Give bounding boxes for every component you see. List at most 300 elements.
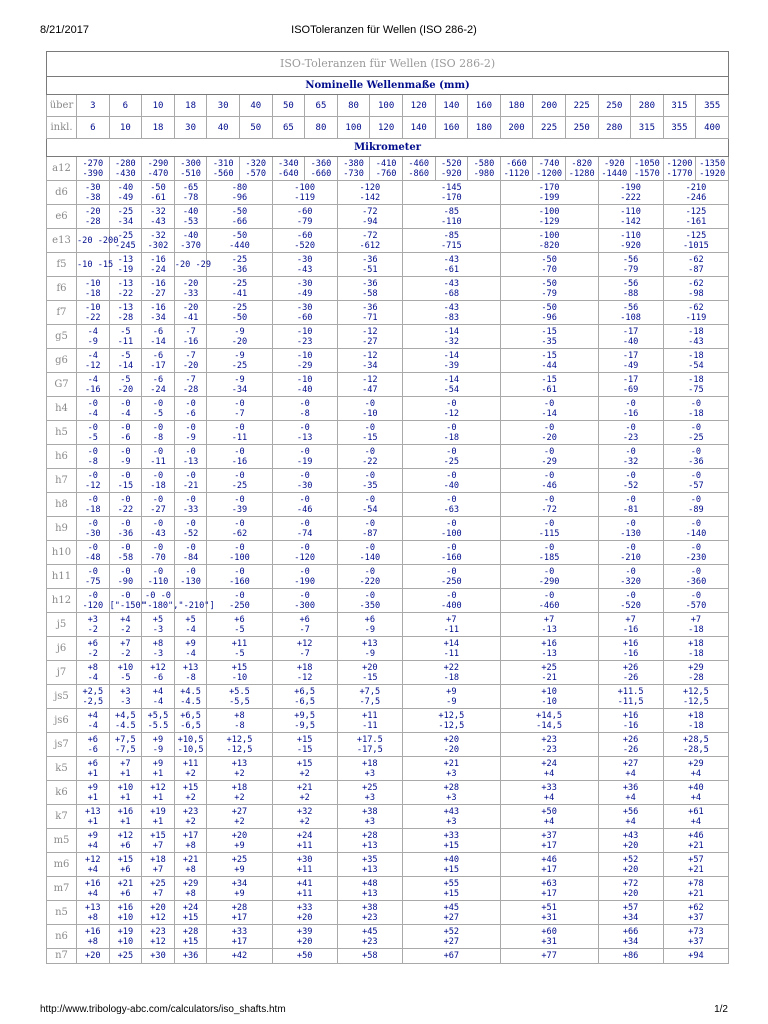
- incl-value: 225: [533, 117, 566, 139]
- upper-deviation: +28: [443, 782, 460, 793]
- tolerance-cell: [272, 397, 337, 421]
- tolerance-code: m5: [47, 829, 77, 853]
- tolerance-cell: [174, 205, 207, 229]
- tolerance-cell: [109, 733, 142, 757]
- tolerance-row: [47, 229, 729, 253]
- upper-deviation: -0: [185, 494, 196, 505]
- tolerance-cell: [500, 733, 598, 757]
- tolerance-cell: [663, 565, 728, 589]
- tolerance-cell: [272, 469, 337, 493]
- upper-deviation: -80: [231, 182, 248, 193]
- tolerance-cell: [142, 757, 175, 781]
- tolerance-cell: [142, 373, 175, 397]
- upper-deviation: +62: [688, 902, 704, 913]
- tolerance-cell: [174, 229, 207, 253]
- lower-deviation: -11: [362, 720, 378, 731]
- tolerance-cell: [598, 661, 663, 685]
- lower-deviation: +3: [364, 768, 376, 779]
- incl-value: 250: [565, 117, 598, 139]
- upper-deviation: -0: [543, 518, 555, 529]
- tolerance-cell: [142, 517, 175, 541]
- upper-deviation: -50: [231, 230, 248, 241]
- upper-deviation: +72: [622, 878, 639, 889]
- tolerance-cell: [663, 373, 728, 397]
- tolerance-cell: [500, 805, 598, 829]
- upper-deviation: -0: [234, 518, 245, 529]
- lower-deviation: +2: [185, 816, 196, 827]
- upper-deviation: -0: [152, 518, 164, 529]
- lower-deviation: -560: [212, 168, 234, 179]
- upper-deviation: -0: [120, 518, 131, 529]
- tolerance-cell: [663, 469, 728, 493]
- tolerance-cell: [174, 301, 207, 325]
- tolerance-cell: [337, 901, 402, 925]
- upper-deviation: -125: [685, 230, 707, 241]
- tolerance-cell: [663, 925, 728, 949]
- tolerance-cell: [663, 637, 728, 661]
- tolerance-cell: [402, 301, 500, 325]
- tolerance-cell: [142, 445, 175, 469]
- upper-deviation: -43: [443, 278, 460, 289]
- upper-deviation: -280: [115, 158, 136, 169]
- tolerance-cell: [272, 613, 337, 637]
- lower-deviation: +8: [87, 936, 98, 947]
- lower-deviation: -4: [87, 408, 98, 419]
- over-value: 65: [305, 95, 338, 117]
- lower-deviation: -81: [622, 504, 639, 515]
- lower-deviation: -35: [541, 336, 557, 347]
- upper-deviation: -16: [150, 302, 166, 313]
- over-value: 140: [435, 95, 468, 117]
- tolerance-cell: [207, 613, 272, 637]
- upper-deviation: +25: [150, 878, 166, 889]
- tolerance-cell: [77, 373, 110, 397]
- lower-deviation: -49: [622, 360, 639, 371]
- upper-deviation: +50: [541, 806, 557, 817]
- lower-deviation: -53: [182, 216, 199, 227]
- lower-deviation: -28,5: [682, 744, 709, 755]
- tolerance-row: [47, 853, 729, 877]
- lower-deviation: -1280: [568, 168, 595, 179]
- upper-deviation: +10: [117, 782, 134, 793]
- lower-deviation: -35: [362, 480, 378, 491]
- upper-deviation: +46: [541, 854, 557, 865]
- tolerance-cell: [598, 301, 663, 325]
- lower-deviation: +20: [622, 864, 639, 875]
- lower-deviation: -4.5: [180, 696, 201, 707]
- tolerance-cell: [533, 157, 566, 181]
- upper-deviation: -0: [299, 518, 310, 529]
- tolerance-cell: [337, 421, 402, 445]
- upper-deviation: -0: [152, 542, 164, 553]
- upper-deviation: +33: [296, 902, 313, 913]
- lower-deviation: -142: [359, 192, 381, 203]
- lower-deviation: +23: [362, 912, 378, 923]
- lower-deviation: -16: [231, 456, 248, 467]
- tolerance-cell: [272, 301, 337, 325]
- lower-deviation: -11: [443, 624, 460, 635]
- lower-deviation: +3: [446, 816, 457, 827]
- lower-deviation: -11: [231, 432, 248, 443]
- tolerance-cell: [142, 493, 175, 517]
- lower-deviation: +1: [120, 768, 131, 779]
- lower-deviation: "-180","-210"]: [142, 600, 215, 611]
- tolerance-cell: [142, 325, 175, 349]
- lower-deviation: -290: [538, 576, 560, 587]
- tolerance-cell: [663, 661, 728, 685]
- lower-deviation: -19: [117, 264, 134, 275]
- lower-deviation: +8: [185, 864, 196, 875]
- lower-deviation: -119: [294, 192, 315, 203]
- upper-deviation: +6: [364, 614, 376, 625]
- lower-deviation: -460: [538, 600, 560, 611]
- lower-deviation: -25: [688, 432, 704, 443]
- upper-deviation: +12: [150, 662, 166, 673]
- tolerance-cell: [272, 565, 337, 589]
- tolerance-cell: [663, 733, 728, 757]
- over-value: 225: [565, 95, 598, 117]
- lower-deviation: -98: [688, 288, 704, 299]
- upper-deviation: -13: [117, 302, 134, 313]
- lower-deviation: -9: [185, 432, 196, 443]
- lower-deviation: -246: [685, 192, 707, 203]
- tolerance-cell: [77, 349, 110, 373]
- upper-deviation: +61: [688, 806, 704, 817]
- lower-deviation: -14: [541, 408, 557, 419]
- tolerance-cell: [500, 229, 598, 253]
- upper-deviation: -32: [150, 206, 166, 217]
- upper-deviation: -0: [446, 590, 457, 601]
- upper-deviation: +52: [443, 926, 460, 937]
- tolerance-cell: [663, 517, 728, 541]
- incl-value: 18: [142, 117, 175, 139]
- tolerance-cell: [142, 829, 175, 853]
- lower-deviation: +17: [541, 840, 557, 851]
- tolerance-row: [47, 613, 729, 637]
- lower-deviation: +20: [622, 888, 639, 899]
- lower-deviation: -96: [541, 312, 557, 323]
- tolerance-cell: [598, 205, 663, 229]
- upper-deviation: +18: [231, 782, 248, 793]
- upper-deviation: -50: [150, 182, 166, 193]
- lower-deviation: -89: [688, 504, 704, 515]
- lower-deviation: -8: [299, 408, 310, 419]
- lower-deviation: -100: [440, 528, 462, 539]
- lower-deviation: -36: [231, 264, 248, 275]
- tolerance-cell: [207, 901, 272, 925]
- lower-deviation: -28: [117, 312, 134, 323]
- tolerance-cell: [142, 901, 175, 925]
- upper-deviation: -4: [87, 374, 98, 385]
- tolerance-cell: [77, 661, 110, 685]
- tolerance-cell: [77, 397, 110, 421]
- lower-deviation: -9: [120, 456, 131, 467]
- tolerance-code: h7: [47, 469, 77, 493]
- lower-deviation: -4: [87, 720, 98, 731]
- lower-deviation: -10: [231, 672, 248, 683]
- tolerance-cell: [207, 853, 272, 877]
- upper-deviation: +6: [87, 638, 98, 649]
- upper-deviation: -6: [152, 350, 164, 361]
- lower-deviation: -79: [296, 216, 313, 227]
- tolerance-cell: [174, 613, 207, 637]
- upper-deviation: -0: [364, 422, 376, 433]
- lower-deviation: -15: [362, 672, 378, 683]
- lower-deviation: -68: [443, 288, 460, 299]
- upper-deviation: -16: [150, 278, 166, 289]
- tolerance-cell: [109, 493, 142, 517]
- tolerance-code: n7: [47, 949, 77, 964]
- lower-deviation: -7: [299, 648, 310, 659]
- tolerance-cell: [142, 229, 175, 253]
- tolerance-cell: [272, 709, 337, 733]
- lower-deviation: +1: [120, 816, 131, 827]
- incl-label: inkl.: [47, 117, 77, 139]
- lower-deviation: -520: [620, 600, 641, 611]
- tolerance-code: f6: [47, 277, 77, 301]
- upper-deviation: -0: [234, 542, 245, 553]
- lower-deviation: -27: [150, 504, 166, 515]
- lower-deviation: -5: [234, 648, 245, 659]
- tolerance-cell: [142, 709, 175, 733]
- tolerance-cell: [109, 637, 142, 661]
- tolerance-cell: [500, 157, 533, 181]
- upper-deviation: -5: [120, 326, 131, 337]
- tolerance-cell: [272, 229, 337, 253]
- lower-deviation: -16: [622, 408, 639, 419]
- lower-deviation: -13: [541, 624, 557, 635]
- tolerance-cell: [109, 373, 142, 397]
- lower-deviation: -2: [120, 624, 131, 635]
- lower-deviation: -61: [443, 264, 460, 275]
- upper-deviation: +38: [362, 902, 378, 913]
- lower-deviation: +20: [296, 936, 313, 947]
- lower-deviation: -115: [538, 528, 560, 539]
- lower-deviation: +15: [443, 888, 460, 899]
- upper-deviation: -110: [620, 230, 641, 241]
- upper-deviation: -9: [234, 374, 245, 385]
- tolerance-cell: [207, 157, 240, 181]
- lower-deviation: -40: [443, 480, 460, 491]
- tolerance-cell: [109, 589, 146, 613]
- upper-deviation: +11: [182, 758, 199, 769]
- lower-deviation: +6: [120, 888, 131, 899]
- tolerance-code: e13: [47, 229, 77, 253]
- lower-deviation: +2: [234, 816, 245, 827]
- lower-deviation: -10: [362, 408, 378, 419]
- upper-deviation: -16: [150, 254, 166, 265]
- lower-deviation: -70: [150, 552, 166, 563]
- upper-deviation: +12,5: [682, 686, 709, 697]
- lower-deviation: -9: [364, 648, 376, 659]
- tolerance-cell: [337, 757, 402, 781]
- lower-deviation: -33: [182, 288, 199, 299]
- lower-deviation: -199: [538, 192, 560, 203]
- lower-deviation: +1: [152, 768, 164, 779]
- upper-deviation: -0: [120, 494, 131, 505]
- tolerance-cell: [402, 445, 500, 469]
- tolerance-row: [47, 181, 729, 205]
- upper-deviation: -25: [231, 254, 248, 265]
- upper-deviation: +25: [231, 854, 248, 865]
- upper-deviation: -10: [296, 350, 313, 361]
- upper-deviation: +6,5: [294, 686, 315, 697]
- lower-deviation: -21: [182, 480, 199, 491]
- lower-deviation: -74: [296, 528, 313, 539]
- tolerance-cell: [109, 565, 142, 589]
- tolerance-cell: [77, 181, 110, 205]
- upper-deviation: -0: [690, 566, 702, 577]
- tolerance-cell: [435, 157, 468, 181]
- lower-deviation: -220: [359, 576, 381, 587]
- upper-deviation: -62: [688, 302, 704, 313]
- lower-deviation: -820: [538, 240, 560, 251]
- upper-deviation: +18: [688, 638, 704, 649]
- tolerance-cell: [598, 733, 663, 757]
- upper-deviation: +24: [541, 758, 557, 769]
- tolerance-cell: [663, 157, 696, 181]
- tolerance-cell: [77, 805, 110, 829]
- tolerance-cell: [207, 301, 272, 325]
- tolerance-cell: [500, 589, 598, 613]
- tolerance-cell: [402, 733, 500, 757]
- tolerance-cell: [142, 853, 175, 877]
- upper-deviation: -10 -15: [77, 259, 114, 270]
- upper-deviation: +20: [85, 951, 101, 961]
- lower-deviation: -4: [152, 696, 164, 707]
- upper-deviation: -5: [120, 350, 131, 361]
- lower-deviation: -20: [117, 384, 134, 395]
- lower-deviation: -11,5: [617, 696, 644, 707]
- upper-deviation: -0: [234, 566, 245, 577]
- upper-deviation: -4: [87, 326, 98, 337]
- tolerance-code: f7: [47, 301, 77, 325]
- lower-deviation: +34: [622, 936, 639, 947]
- lower-deviation: -5.5: [147, 720, 169, 731]
- upper-deviation: +29: [182, 878, 199, 889]
- tolerance-cell: [663, 205, 728, 229]
- upper-deviation: -0: [87, 446, 98, 457]
- tolerance-cell: [207, 805, 272, 829]
- tolerance-cell: [174, 445, 207, 469]
- tolerance-cell: [272, 877, 337, 901]
- upper-deviation: +30: [296, 854, 313, 865]
- tolerance-cell: [402, 493, 500, 517]
- lower-deviation: -54: [362, 504, 378, 515]
- lower-deviation: +17: [231, 912, 248, 923]
- upper-deviation: +15: [182, 782, 199, 793]
- tolerance-cell: [272, 589, 337, 613]
- lower-deviation: -250: [440, 576, 462, 587]
- upper-deviation: -0: [543, 398, 555, 409]
- upper-deviation: -580: [473, 158, 495, 169]
- tolerance-cell: [402, 565, 500, 589]
- upper-deviation: +38: [362, 806, 378, 817]
- upper-deviation: +32: [296, 806, 313, 817]
- tolerance-cell: [272, 949, 337, 964]
- tolerance-cell: [370, 157, 403, 181]
- tolerance-row: [47, 949, 729, 964]
- lower-deviation: +2: [299, 792, 310, 803]
- tolerance-cell: [337, 541, 402, 565]
- lower-deviation: +4: [543, 768, 555, 779]
- over-value: 50: [272, 95, 305, 117]
- tolerance-cell: [142, 397, 175, 421]
- upper-deviation: +57: [622, 902, 639, 913]
- lower-deviation: -715: [440, 240, 462, 251]
- upper-deviation: -72: [362, 230, 378, 241]
- lower-deviation: +2: [234, 792, 245, 803]
- tolerance-cell: [207, 637, 272, 661]
- tolerance-code: h4: [47, 397, 77, 421]
- tolerance-cell: [500, 277, 598, 301]
- tolerance-row: [47, 301, 729, 325]
- tolerance-row: [47, 637, 729, 661]
- upper-deviation: +4.5: [180, 686, 201, 697]
- upper-deviation: -0: [690, 470, 702, 481]
- upper-deviation: -0: [234, 590, 245, 601]
- tolerance-cell: [500, 397, 598, 421]
- lower-deviation: -57: [688, 480, 704, 491]
- tolerance-cell: [337, 157, 370, 181]
- upper-deviation: +3: [120, 686, 131, 697]
- upper-deviation: -0: [543, 590, 555, 601]
- upper-deviation: -7: [185, 326, 196, 337]
- lower-deviation: -350: [359, 600, 381, 611]
- upper-deviation: -120: [359, 182, 381, 193]
- upper-deviation: +28: [362, 830, 378, 841]
- tolerance-cell: [272, 181, 337, 205]
- tolerance-cell: [663, 709, 728, 733]
- upper-deviation: +14: [443, 638, 460, 649]
- print-footer: [40, 1004, 728, 1018]
- tolerance-cell: [174, 637, 207, 661]
- upper-deviation: +23: [182, 806, 199, 817]
- lower-deviation: +15: [443, 840, 460, 851]
- tolerance-cell: [337, 949, 402, 964]
- upper-deviation: +7: [120, 758, 131, 769]
- tolerance-code: k7: [47, 805, 77, 829]
- print-url: http://www.tribology-abc.com/calculators/iso_shafts.htm: [40, 1004, 286, 1015]
- tolerance-cell: [77, 493, 110, 517]
- upper-deviation: -30: [296, 302, 313, 313]
- tolerance-cell: [696, 157, 729, 181]
- tolerance-cell: [468, 157, 501, 181]
- tolerance-cell: [598, 229, 663, 253]
- lower-deviation: +4: [690, 768, 702, 779]
- tolerance-code: h6: [47, 445, 77, 469]
- table-caption: ISO-Toleranzen für Wellen (ISO 286-2): [47, 52, 729, 77]
- upper-deviation: -17: [622, 350, 639, 361]
- upper-deviation: -0: [543, 494, 555, 505]
- upper-deviation: +26: [622, 662, 639, 673]
- lower-deviation: -440: [229, 240, 250, 251]
- lower-deviation: -170: [440, 192, 462, 203]
- lower-deviation: +7: [152, 864, 164, 875]
- upper-deviation: -30: [296, 254, 313, 265]
- tolerance-cell: [77, 709, 110, 733]
- upper-deviation: -0: [543, 446, 555, 457]
- lower-deviation: -27: [362, 336, 378, 347]
- upper-deviation: -0: [625, 470, 636, 481]
- upper-deviation: -56: [622, 254, 639, 265]
- lower-deviation: -52: [622, 480, 639, 491]
- print-header: [40, 24, 728, 38]
- tolerance-cell: [598, 589, 663, 613]
- lower-deviation: -26: [622, 744, 639, 755]
- lower-deviation: -41: [182, 312, 199, 323]
- lower-deviation: +15: [182, 936, 199, 947]
